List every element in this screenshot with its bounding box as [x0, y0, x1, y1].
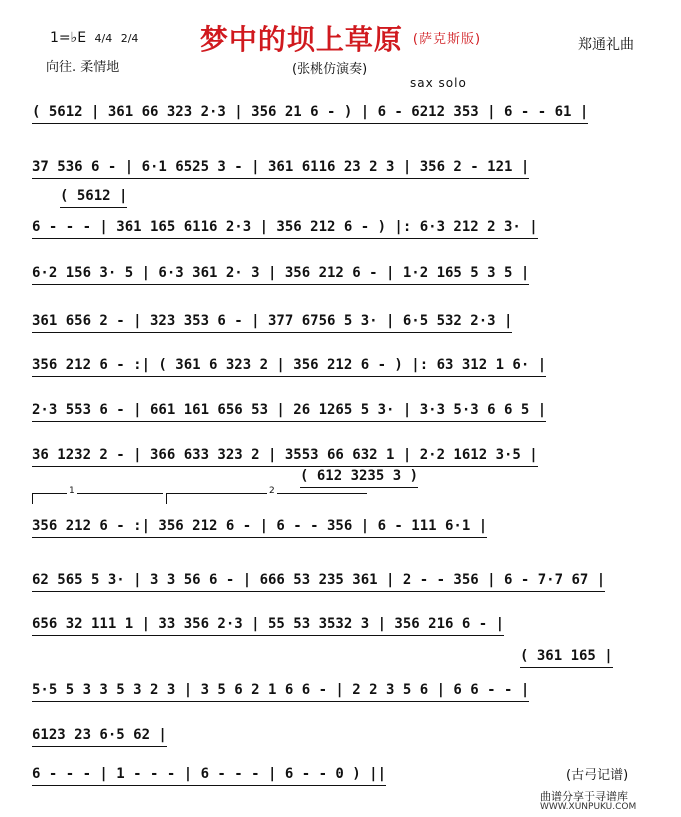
- key-signature: 1=♭E 4/4 2/4: [50, 30, 139, 46]
- notation-row: [32, 614, 672, 636]
- notation-text: 5·5 5 3 3 5 3 2 3 | 3 5 6 2 1 6 6 - | 2 2 3 5 6 | 6 6 - - |: [32, 680, 529, 702]
- notation-text: 62 565 5 3· | 3 3 56 6 - | 666 53 235 361 | 2 - - 356 | 6 - 7·7 67 |: [32, 570, 605, 592]
- notation-text: ( 361 165 |: [520, 646, 613, 668]
- notation-row: [32, 570, 672, 592]
- notation-text: 656 32 111 1 | 33 356 2·3 | 55 53 3532 3 | 356 216 6 - |: [32, 614, 504, 636]
- notation-text: 6·2 156 3· 5 | 6·3 361 2· 3 | 356 212 6 - | 1·2 165 5 3 5 |: [32, 263, 529, 285]
- sax-solo-marking: sax solo: [410, 76, 467, 90]
- notation-row: [32, 102, 672, 124]
- watermark-url: WWW.XUNPUKU.COM: [540, 802, 637, 812]
- notation-text: ( 5612 |: [60, 186, 127, 208]
- expression-mark: 向往. 柔情地: [46, 60, 120, 75]
- notation-text: ( 612 3235 3 ): [300, 466, 418, 488]
- notation-row: [60, 186, 681, 208]
- notation-row: [32, 445, 672, 467]
- page-title: 梦中的坝上草原 $^{(萨克斯版)}$: [199, 23, 482, 56]
- notation-row: [520, 646, 681, 668]
- notation-row: [32, 400, 672, 422]
- notation-row: [32, 725, 672, 747]
- notation-text: 6 - - - | 1 - - - | 6 - - - | 6 - - 0 ) ||: [32, 764, 386, 786]
- watermark-text: 曲谱分享于寻谱库: [540, 790, 628, 803]
- notation-row: [32, 263, 672, 285]
- version-label: (萨克斯版): [412, 32, 482, 47]
- notation-text: 2·3 553 6 - | 661 161 656 53 | 26 1265 5 3· | 3·3 5·3 6 6 5 |: [32, 400, 546, 422]
- notation-row: [32, 157, 672, 179]
- notation-text: ( 5612 | 361 66 323 2·3 | 356 21 6 - ) | 6 - 6212 353 | 6 - - 61 |: [32, 102, 588, 124]
- notation-text: 361 656 2 - | 323 353 6 - | 377 6756 5 3· | 6·5 532 2·3 |: [32, 311, 512, 333]
- notation-text: 6123 23 6·5 62 |: [32, 725, 167, 747]
- notation-row: [32, 680, 672, 702]
- notation-row: [32, 516, 672, 538]
- time-signature-b: 2/4: [120, 31, 139, 45]
- performer-credit: (张桃仿演奏): [292, 62, 368, 77]
- notation-row: [300, 466, 681, 488]
- notation-row: [32, 311, 672, 333]
- notation-text: 356 212 6 - :| 356 212 6 - | 6 - - 356 | 6 - 111 6·1 |: [32, 516, 487, 538]
- notation-text: 36 1232 2 - | 366 633 323 2 | 3553 66 632 1 | 2·2 1612 3·5 |: [32, 445, 538, 467]
- volta-bracket-1: 1: [32, 493, 163, 504]
- notation-text: 6 - - - | 361 165 6116 2·3 | 356 212 6 - ) |: 6·3 212 2 3· |: [32, 217, 538, 239]
- notation-text: 356 212 6 - :| ( 361 6 323 2 | 356 212 6 - ) |: 63 312 1 6· |: [32, 355, 546, 377]
- time-signature-a: 4/4: [94, 31, 113, 45]
- notation-row: [32, 217, 672, 239]
- transcriber-credit: (古弓记谱): [566, 768, 629, 783]
- volta-bracket-2: 2: [166, 493, 367, 504]
- notation-row: [32, 355, 672, 377]
- notation-text: 37 536 6 - | 6·1 6525 3 - | 361 6116 23 2 3 | 356 2 - 121 |: [32, 157, 529, 179]
- composer-credit: 郑通礼曲: [578, 37, 634, 53]
